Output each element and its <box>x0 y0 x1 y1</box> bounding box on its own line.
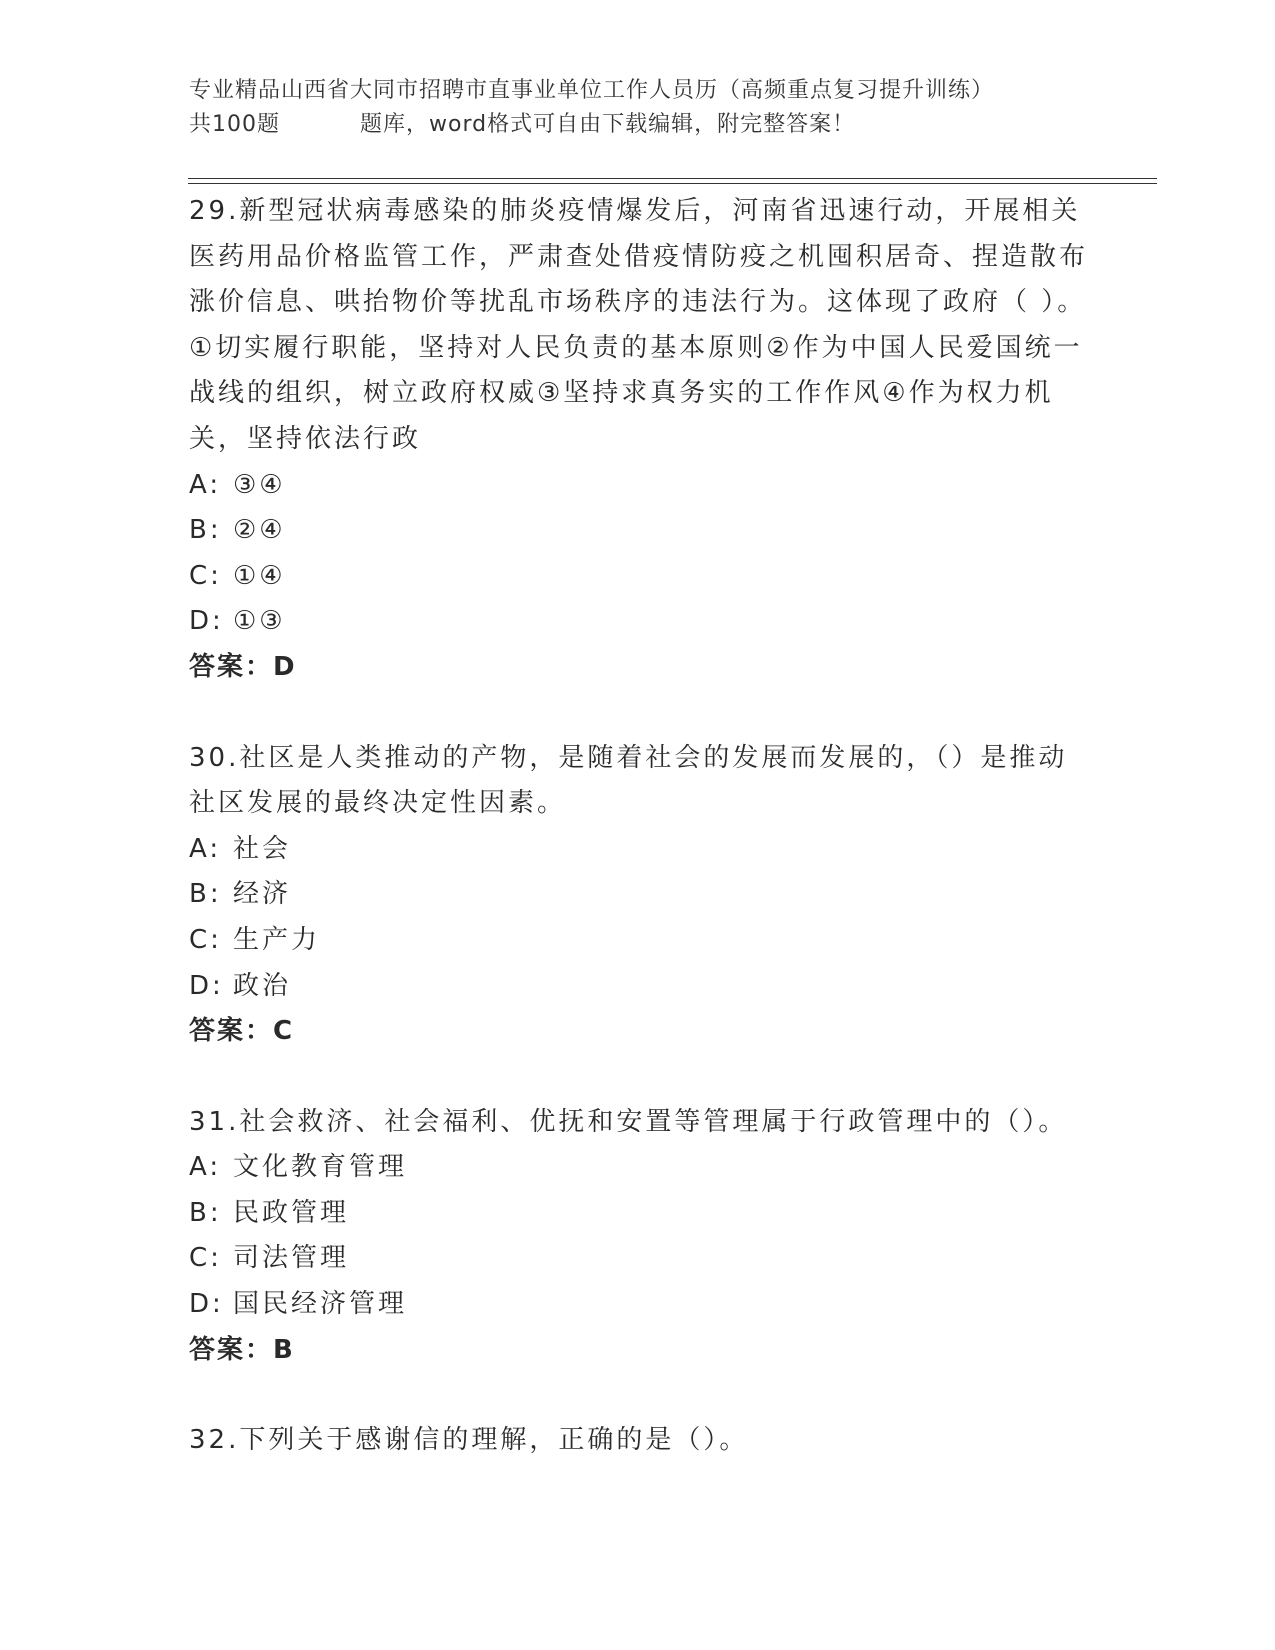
option-letter: D: <box>189 606 224 637</box>
option-text: ③④ <box>233 469 286 500</box>
question-spacer <box>189 1055 1089 1100</box>
option-letter: C: <box>189 1243 222 1274</box>
answer-line: 答案：C <box>189 1016 295 1047</box>
option-text: 文化教育管理 <box>233 1152 408 1183</box>
header-divider-top <box>188 178 1157 179</box>
option-text: 经济 <box>233 879 292 910</box>
option-letter: B: <box>189 879 222 910</box>
header-subtitle-line <box>189 108 1089 142</box>
option-d <box>189 964 1089 1010</box>
option-d <box>189 599 1089 645</box>
option-letter: A: <box>189 833 222 864</box>
option-b <box>189 1191 1089 1237</box>
option-text: 政治 <box>233 970 292 1001</box>
option-letter: C: <box>189 924 222 955</box>
question-spacer <box>189 1373 1089 1418</box>
option-text: 生产力 <box>233 924 321 955</box>
question-text: 30.社区是人类推动的产物，是随着社会的发展而发展的，（）是推动社区发展的最终决定性因素。 <box>189 742 1068 819</box>
answer-line: 答案：D <box>189 651 297 682</box>
option-a <box>189 827 1089 873</box>
option-d <box>189 1282 1089 1328</box>
option-text: ②④ <box>233 515 286 546</box>
option-text: ①④ <box>233 560 286 591</box>
option-letter: A: <box>189 1152 222 1183</box>
option-letter: D: <box>189 970 224 1001</box>
option-text: 国民经济管理 <box>233 1289 408 1320</box>
question-32 <box>189 1418 1089 1464</box>
option-letter: D: <box>189 1289 224 1320</box>
option-letter: B: <box>189 515 222 546</box>
question-31 <box>189 1100 1089 1374</box>
question-list <box>189 189 1089 1464</box>
option-c <box>189 554 1089 600</box>
option-letter: B: <box>189 1197 222 1228</box>
header-title-line: 专业精品山西省大同市招聘市直事业单位工作人员历（高频重点复习提升训练） <box>189 78 995 103</box>
document-header <box>189 74 1089 142</box>
question-text: 31.社会救济、社会福利、优抚和安置等管理属于行政管理中的（）。 <box>189 1106 1068 1137</box>
question-30 <box>189 736 1089 1055</box>
header-divider-bottom <box>188 183 1157 184</box>
option-a <box>189 463 1089 509</box>
option-text: 社会 <box>233 833 292 864</box>
question-text: 32.下列关于感谢信的理解，正确的是（）。 <box>189 1425 749 1456</box>
question-text: 29.新型冠状病毒感染的肺炎疫情爆发后，河南省迅速行动，开展相关医药用品价格监管工作，严肃查处借疫情防疫之机囤积居奇、捏造散布涨价信息、哄抬物价等扰乱市场秩序的违法行为。这体现了政府（ ）。①切实履行职能，坚持对人民负责的基本原则②作为中国人民爱国统一战线的组织，树立政府权威③坚持求真务实的工作作风④作为权力机关，坚持依法行政 <box>189 196 1089 454</box>
option-c <box>189 1236 1089 1282</box>
question-29 <box>189 189 1089 691</box>
header-question-count: 共100题 <box>189 112 280 137</box>
question-spacer <box>189 691 1089 736</box>
option-a <box>189 1145 1089 1191</box>
option-b <box>189 508 1089 554</box>
option-text: 民政管理 <box>233 1197 350 1228</box>
option-letter: C: <box>189 560 222 591</box>
answer-line: 答案：B <box>189 1334 295 1365</box>
option-text: ①③ <box>233 606 286 637</box>
option-letter: A: <box>189 469 222 500</box>
option-text: 司法管理 <box>233 1243 350 1274</box>
option-c <box>189 918 1089 964</box>
header-description: 题库，word格式可自由下载编辑，附完整答案！ <box>360 112 856 137</box>
option-b <box>189 872 1089 918</box>
